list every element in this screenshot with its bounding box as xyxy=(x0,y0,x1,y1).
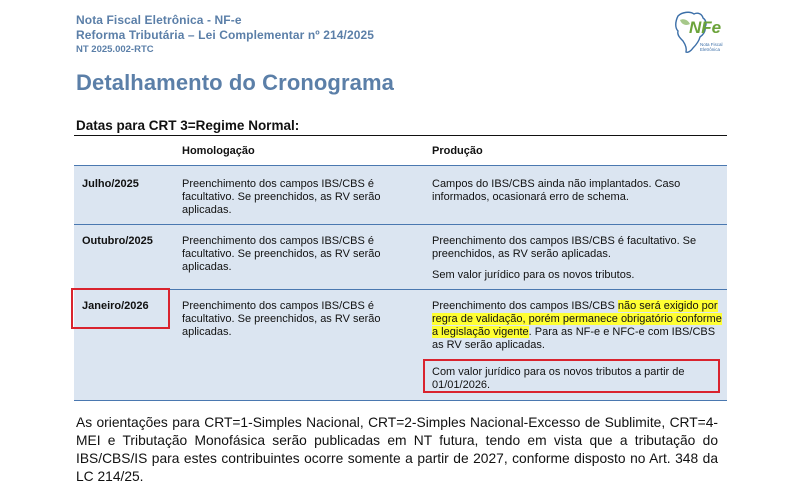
producao-cell: Preenchimento dos campos IBS/CBS é facultativo. Se preenchidos, as RV serão aplicadas. xyxy=(432,235,697,260)
header-line-3: NT 2025.002-RTC xyxy=(76,44,154,55)
column-header-producao: Produção xyxy=(432,145,483,157)
highlighted-text: não será exigido por regra de validação, porém permanece obrigatório conforme a legislação vigente xyxy=(432,300,722,338)
homologacao-cell: Preenchimento dos campos IBS/CBS é facultativo. Se preenchidos, as RV serão aplicadas. xyxy=(182,178,381,216)
footer-paragraph: As orientações para CRT=1-Simples Nacional, CRT=2-Simples Nacional-Excesso de Sublimite, CRT=4-MEI e Tributação Monofásica serão publicadas em NT futura, tendo em vista que a tributação do IBS/CBS/IS para estes contribuintes ocorre somente a partir de 2027, conforme disposto no Art. 348 da LC 214/25. xyxy=(76,415,718,484)
producao-text-part-2: . Para as NF-e e NFC-e com IBS/CBS as RV serão aplicadas. xyxy=(432,326,716,351)
logo-text: NFe xyxy=(689,18,722,37)
header-line-1: Nota Fiscal Eletrônica - NF-e xyxy=(76,13,242,27)
period-cell: Janeiro/2026 xyxy=(82,300,149,312)
logo-subtitle xyxy=(700,42,723,52)
period-cell: Julho/2025 xyxy=(82,178,139,190)
page-title: Detalhamento do Cronograma xyxy=(76,70,394,95)
producao-text-part-1: Preenchimento dos campos IBS/CBS xyxy=(432,300,618,312)
homologacao-cell: Preenchimento dos campos IBS/CBS é facultativo. Se preenchidos, as RV serão aplicadas. xyxy=(182,235,381,273)
table-row xyxy=(74,225,727,290)
document-header xyxy=(76,13,374,57)
column-header-homologacao: Homologação xyxy=(182,145,255,157)
annotation-box-period xyxy=(71,288,170,329)
section-title: Datas para CRT 3=Regime Normal: xyxy=(76,118,300,133)
annotation-box-note xyxy=(423,359,720,393)
producao-cell: Campos do IBS/CBS ainda não implantados. Caso informados, ocasionará erro de schema. xyxy=(432,178,681,203)
period-cell: Outubro/2025 xyxy=(82,235,153,247)
producao-note: Sem valor jurídico para os novos tributos. xyxy=(432,269,635,281)
logo-subtitle-line-2: Eletrônica xyxy=(700,47,721,52)
header-line-2: Reforma Tributária – Lei Complementar nº 214/2025 xyxy=(76,28,375,42)
producao-note: Com valor jurídico para os novos tributos a partir de 01/01/2026. xyxy=(432,366,685,391)
table-header xyxy=(74,136,727,166)
homologacao-cell: Preenchimento dos campos IBS/CBS é facultativo. Se preenchidos, as RV serão aplicadas. xyxy=(182,300,381,338)
table-row xyxy=(74,166,727,225)
producao-cell xyxy=(432,300,722,352)
logo-subtitle-line-1: Nota Fiscal xyxy=(700,42,723,47)
